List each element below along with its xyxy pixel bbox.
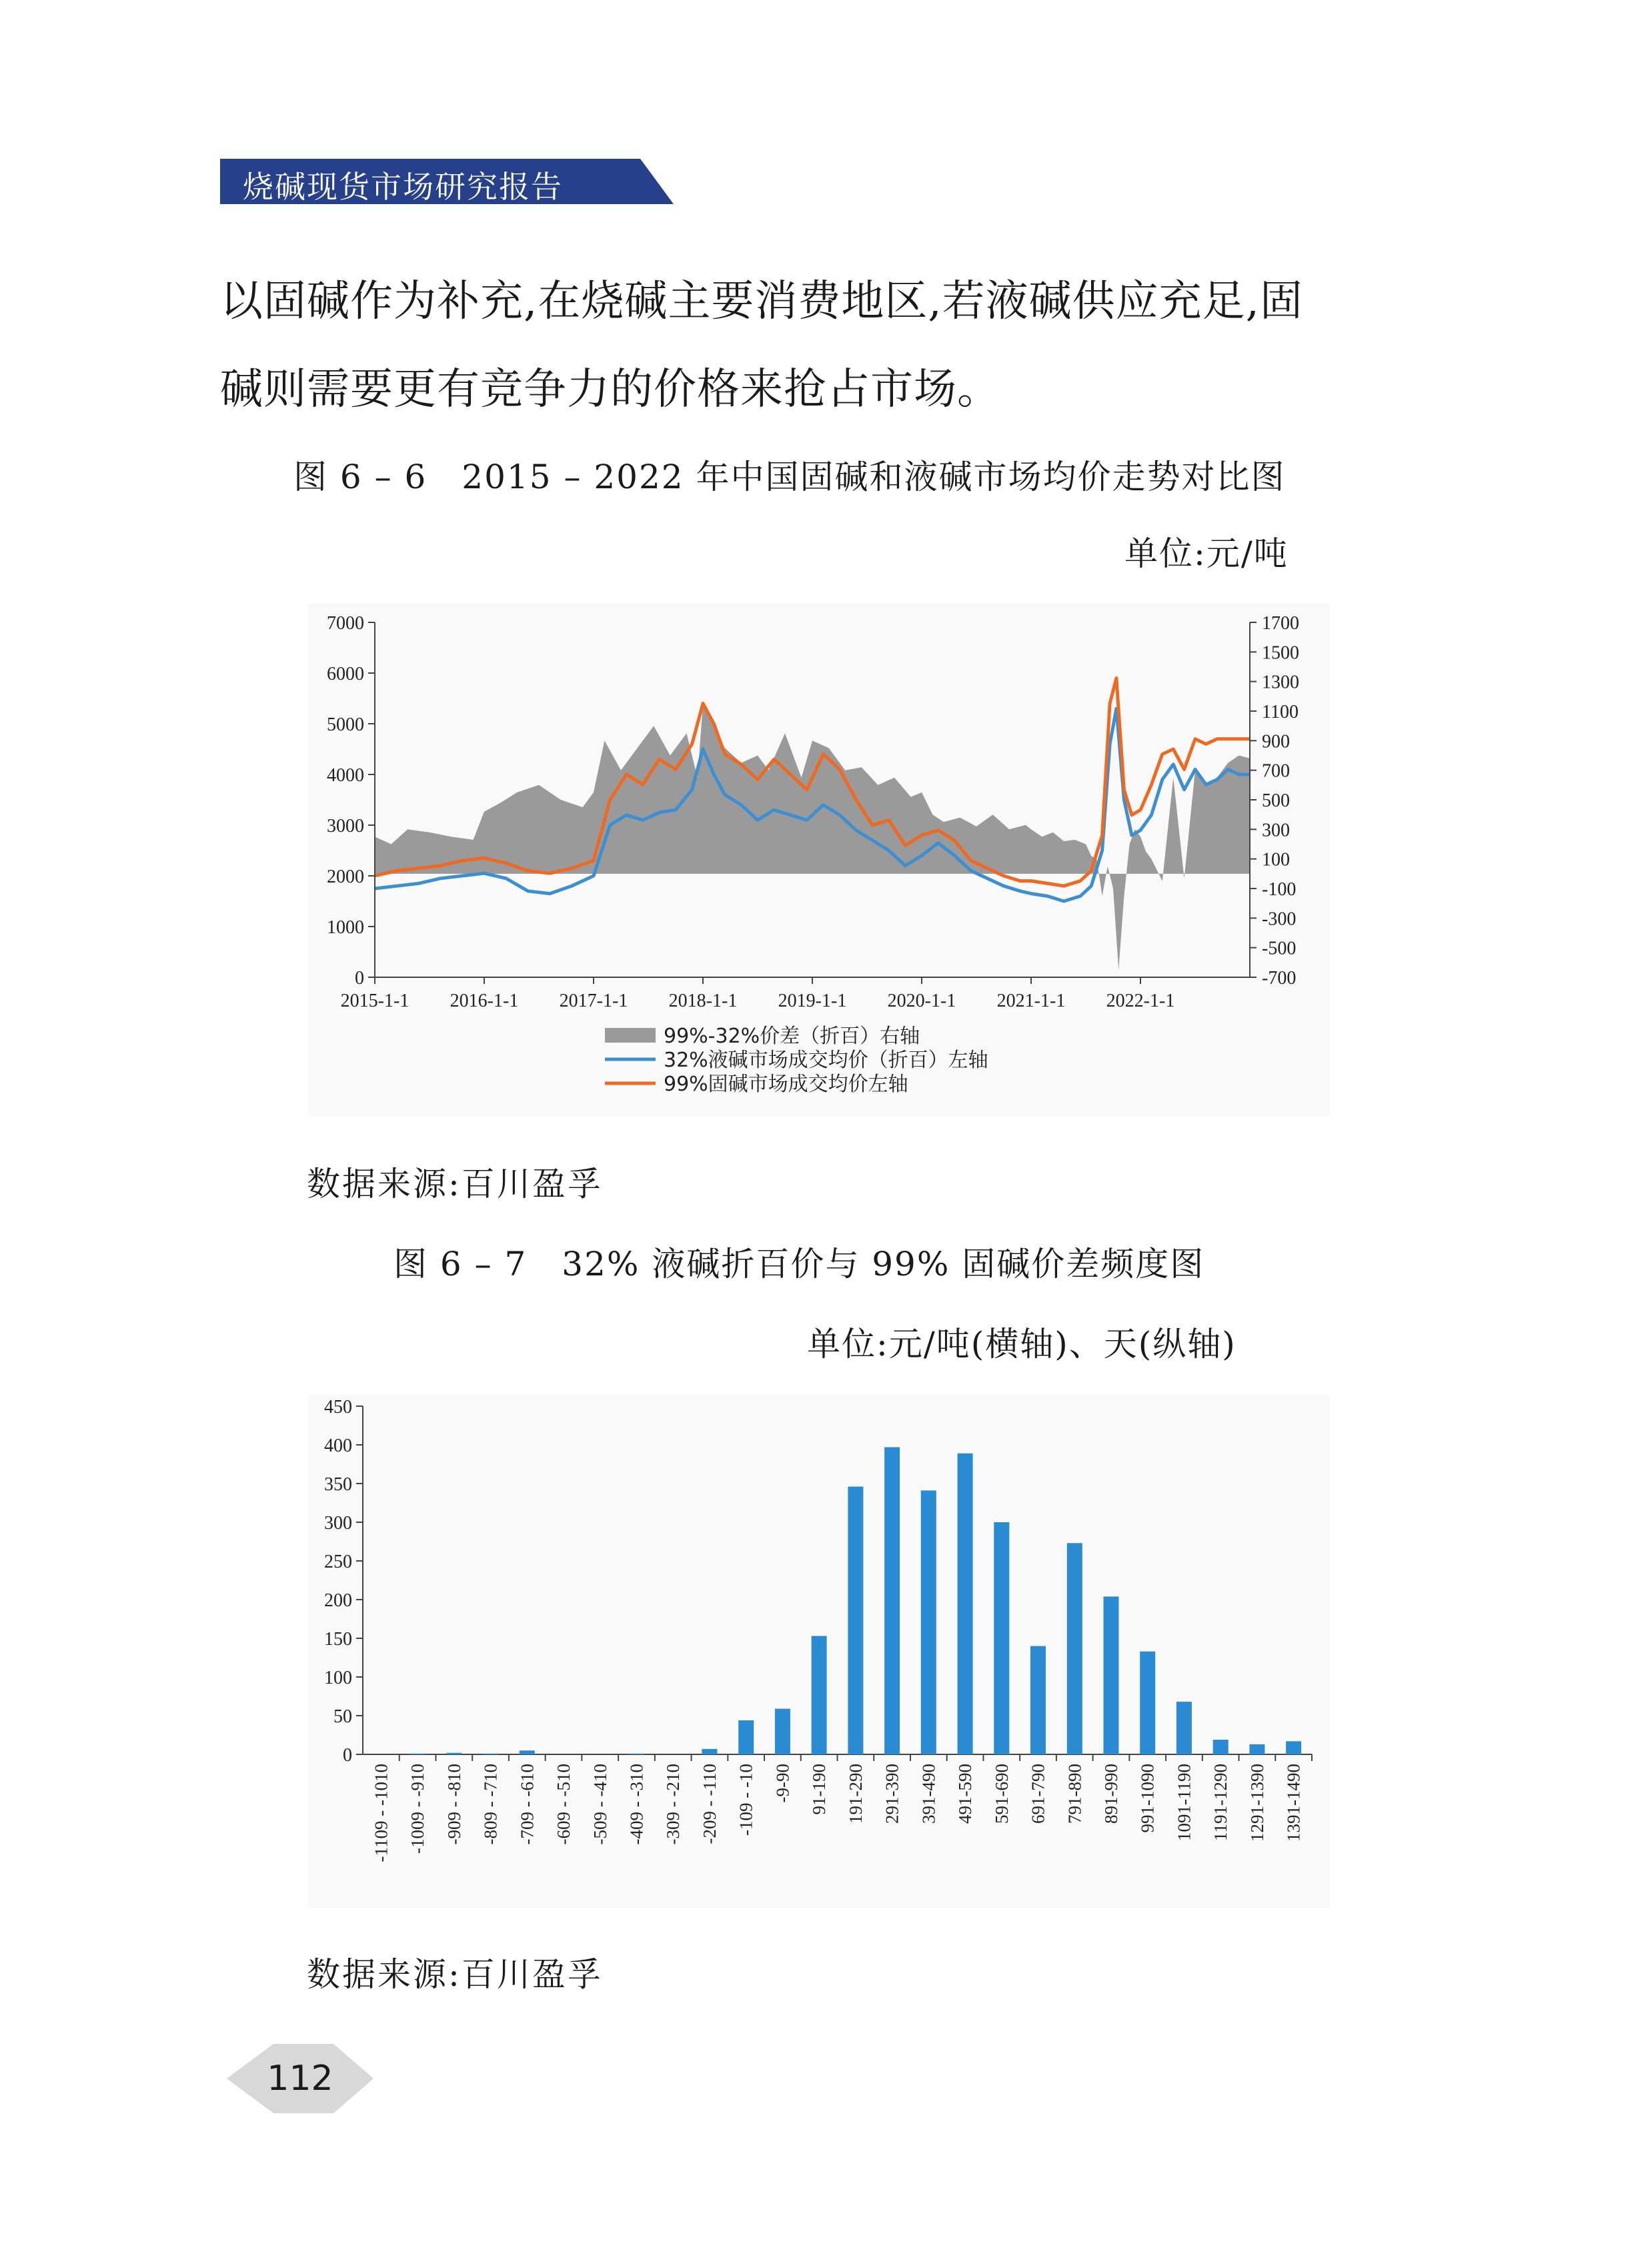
y-tick-label: 350	[324, 1474, 352, 1495]
x-tick-label: 2015-1-1	[340, 991, 410, 1011]
paragraph-line-2: 碱则需要更有竞争力的价格来抢占市场。	[220, 365, 1000, 414]
y-tick-label: 300	[324, 1513, 352, 1534]
x-tick-label: -609 - -510	[554, 1764, 574, 1845]
right-tick-label: 1100	[1262, 702, 1299, 722]
x-tick-label: 991-1090	[1137, 1764, 1158, 1833]
left-tick-label: 7000	[327, 613, 364, 634]
right-tick-label: 100	[1262, 849, 1290, 871]
y-tick-label: 150	[324, 1629, 352, 1650]
frequency-bar-chart	[308, 1394, 1330, 1908]
x-tick-label: 691-790	[1028, 1764, 1048, 1824]
x-tick-label: 2021-1-1	[996, 991, 1066, 1011]
left-tick-label: 2000	[327, 867, 364, 887]
x-tick-label: 2016-1-1	[450, 991, 519, 1011]
right-tick-label: -300	[1262, 909, 1297, 930]
bar-10	[738, 1720, 754, 1754]
x-tick-label: -109 - -10	[736, 1764, 756, 1836]
bar-16	[958, 1454, 973, 1754]
left-tick-label: 4000	[327, 765, 364, 786]
x-tick-label: -409 - -310	[626, 1764, 647, 1845]
x-tick-label: 2017-1-1	[559, 991, 628, 1011]
right-tick-label: 500	[1262, 790, 1290, 811]
figure1-unit: 单位:元/吨	[1124, 534, 1289, 573]
x-tick-label: 2019-1-1	[778, 991, 847, 1011]
x-tick-label: -9-90	[772, 1764, 793, 1803]
bar-4	[520, 1750, 535, 1754]
x-tick-label: 2022-1-1	[1106, 991, 1175, 1011]
bar-19	[1067, 1543, 1082, 1754]
bar-24	[1249, 1744, 1265, 1754]
bar-21	[1140, 1652, 1155, 1754]
x-tick-label: -1109 - -1010	[371, 1764, 391, 1862]
page-number: 112	[267, 2059, 333, 2099]
x-tick-label: -209 - -110	[699, 1764, 720, 1844]
right-tick-label: 700	[1262, 760, 1290, 782]
x-tick-label: 2020-1-1	[887, 991, 956, 1011]
x-tick-label: 1291-1390	[1247, 1764, 1267, 1842]
bar-9	[702, 1749, 717, 1754]
figure2-chart-panel	[308, 1394, 1330, 1908]
x-tick-label: 891-990	[1100, 1764, 1121, 1824]
x-tick-label: 91-190	[809, 1764, 830, 1815]
right-tick-label: -500	[1262, 938, 1297, 959]
y-tick-label: 200	[324, 1590, 352, 1611]
y-tick-label: 50	[333, 1706, 352, 1727]
bar-15	[921, 1490, 936, 1754]
x-tick-label: -709 - -610	[517, 1764, 538, 1845]
bar-11	[775, 1709, 790, 1754]
bar-18	[1030, 1646, 1046, 1754]
bar-17	[994, 1522, 1009, 1754]
figure1-chart-panel	[308, 604, 1330, 1116]
bar-25	[1286, 1741, 1301, 1754]
x-tick-label: 1391-1490	[1283, 1764, 1304, 1842]
figure2-source: 数据来源:百川盈孚	[307, 1955, 603, 1994]
y-tick-label: 0	[343, 1745, 352, 1766]
x-tick-label: -309 - -210	[663, 1764, 684, 1845]
x-tick-label: -1009 - -910	[407, 1764, 428, 1854]
left-tick-label: 1000	[327, 917, 364, 938]
right-tick-label: 900	[1262, 731, 1290, 752]
y-tick-label: 250	[324, 1552, 352, 1572]
bar-12	[812, 1636, 827, 1755]
right-tick-label: 1500	[1262, 642, 1299, 664]
bar-23	[1213, 1740, 1228, 1754]
figure1-source: 数据来源:百川盈孚	[307, 1165, 603, 1203]
x-tick-label: 591-690	[991, 1764, 1012, 1824]
x-tick-label: -909 - -810	[444, 1764, 464, 1845]
x-tick-label: -509 - -410	[590, 1764, 610, 1845]
header-banner	[220, 159, 674, 204]
y-tick-label: 450	[324, 1397, 352, 1418]
x-tick-label: 491-590	[955, 1764, 976, 1824]
x-tick-label: 291-390	[882, 1764, 902, 1824]
left-tick-label: 3000	[327, 816, 364, 836]
right-tick-label: 1300	[1262, 672, 1299, 693]
legend-label: 99%固碱市场成交均价左轴	[664, 1073, 908, 1096]
x-tick-label: -809 - -710	[480, 1764, 501, 1845]
bar-20	[1104, 1596, 1119, 1754]
x-tick-label: 391-490	[918, 1764, 939, 1824]
bar-2	[446, 1753, 462, 1754]
right-tick-label: 1700	[1262, 613, 1299, 634]
figure2-unit: 单位:元/吨(横轴)、天(纵轴)	[807, 1325, 1237, 1363]
price-trend-chart	[308, 604, 1330, 1116]
legend-label: 32%液碱市场成交均价（折百）左轴	[664, 1049, 988, 1072]
right-tick-label: -700	[1262, 968, 1297, 989]
x-tick-label: 791-890	[1064, 1764, 1085, 1824]
legend-swatch-spread	[605, 1028, 656, 1043]
left-tick-label: 0	[355, 968, 364, 989]
bar-22	[1176, 1702, 1192, 1754]
x-tick-label: 2018-1-1	[668, 991, 738, 1011]
figure1-caption: 图 6 – 6 2015 – 2022 年中国固碱和液碱市场均价走势对比图	[293, 458, 1286, 496]
right-tick-label: -100	[1262, 879, 1297, 900]
right-tick-label: 300	[1262, 820, 1290, 841]
paragraph-line-1: 以固碱作为补充,在烧碱主要消费地区,若液碱供应充足,固	[220, 277, 1304, 326]
y-tick-label: 100	[324, 1668, 352, 1688]
left-tick-label: 5000	[327, 714, 364, 735]
bar-13	[848, 1487, 863, 1754]
left-tick-label: 6000	[327, 664, 364, 684]
figure2-caption: 图 6 – 7 32% 液碱折百价与 99% 固碱价差频度图	[393, 1245, 1205, 1283]
y-tick-label: 400	[324, 1436, 352, 1456]
header-title: 烧碱现货市场研究报告	[243, 169, 563, 205]
x-tick-label: 1191-1290	[1210, 1764, 1231, 1841]
bar-14	[884, 1448, 900, 1755]
x-tick-label: 191-290	[845, 1764, 866, 1824]
page-number-badge	[220, 2041, 380, 2116]
legend-label: 99%-32%价差（折百）右轴	[664, 1025, 920, 1048]
x-tick-label: 1091-1190	[1174, 1764, 1194, 1841]
